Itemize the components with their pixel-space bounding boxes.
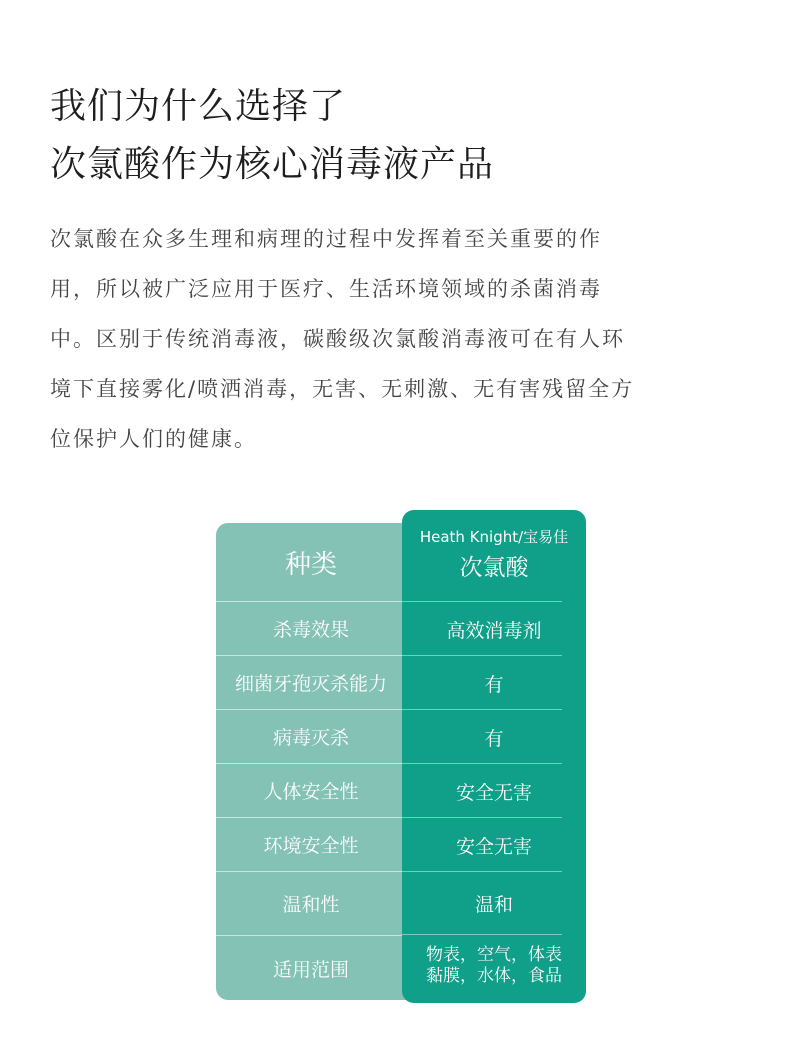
- product-column: [402, 510, 586, 1003]
- scope-line-1: 物表，空气，体表: [426, 945, 562, 965]
- heading-line-1: 我们为什么选择了: [50, 86, 347, 127]
- page-heading: [50, 78, 494, 194]
- row-value: 有: [484, 673, 504, 696]
- heading-line-2: 次氯酸作为核心消毒液产品: [50, 144, 495, 185]
- product-header: [402, 510, 586, 602]
- description-line: 中。区别于传统消毒液，碳酸级次氯酸消毒液可在有人环: [50, 327, 625, 351]
- row-label: 适用范围: [272, 958, 349, 981]
- description-line: 用，所以被广泛应用于医疗、生活环境领域的杀菌消毒: [50, 277, 602, 301]
- scope-value: [402, 935, 586, 997]
- row-value: 有: [484, 727, 504, 750]
- category-column: [216, 523, 406, 1000]
- description-line: 位保护人们的健康。: [50, 427, 257, 451]
- scope-line-2: 黏膜，水体，食品: [426, 966, 562, 986]
- row-value: 安全无害: [455, 781, 532, 804]
- description-line: 境下直接雾化/喷洒消毒，无害、无刺激、无有害残留全方: [50, 377, 635, 401]
- row-label: 细菌牙孢灭杀能力: [234, 673, 387, 695]
- comparison-table: [216, 510, 586, 1003]
- row-label: 人体安全性: [263, 781, 359, 803]
- row-value: 高效消毒剂: [446, 619, 542, 642]
- description-line: 次氯酸在众多生理和病理的过程中发挥着至关重要的作: [50, 227, 602, 251]
- description: [50, 214, 740, 464]
- row-label: 杀毒效果: [272, 619, 349, 641]
- row-label: 温和性: [282, 893, 340, 916]
- category-header: 种类: [284, 549, 337, 580]
- row-value: 安全无害: [455, 835, 532, 858]
- brand-name: Heath Knight/宝易佳: [419, 528, 569, 546]
- row-label: 病毒灭杀: [272, 727, 349, 749]
- row-label: 环境安全性: [263, 835, 359, 857]
- product-name: 次氯酸: [459, 555, 529, 581]
- row-value: 温和: [474, 893, 513, 916]
